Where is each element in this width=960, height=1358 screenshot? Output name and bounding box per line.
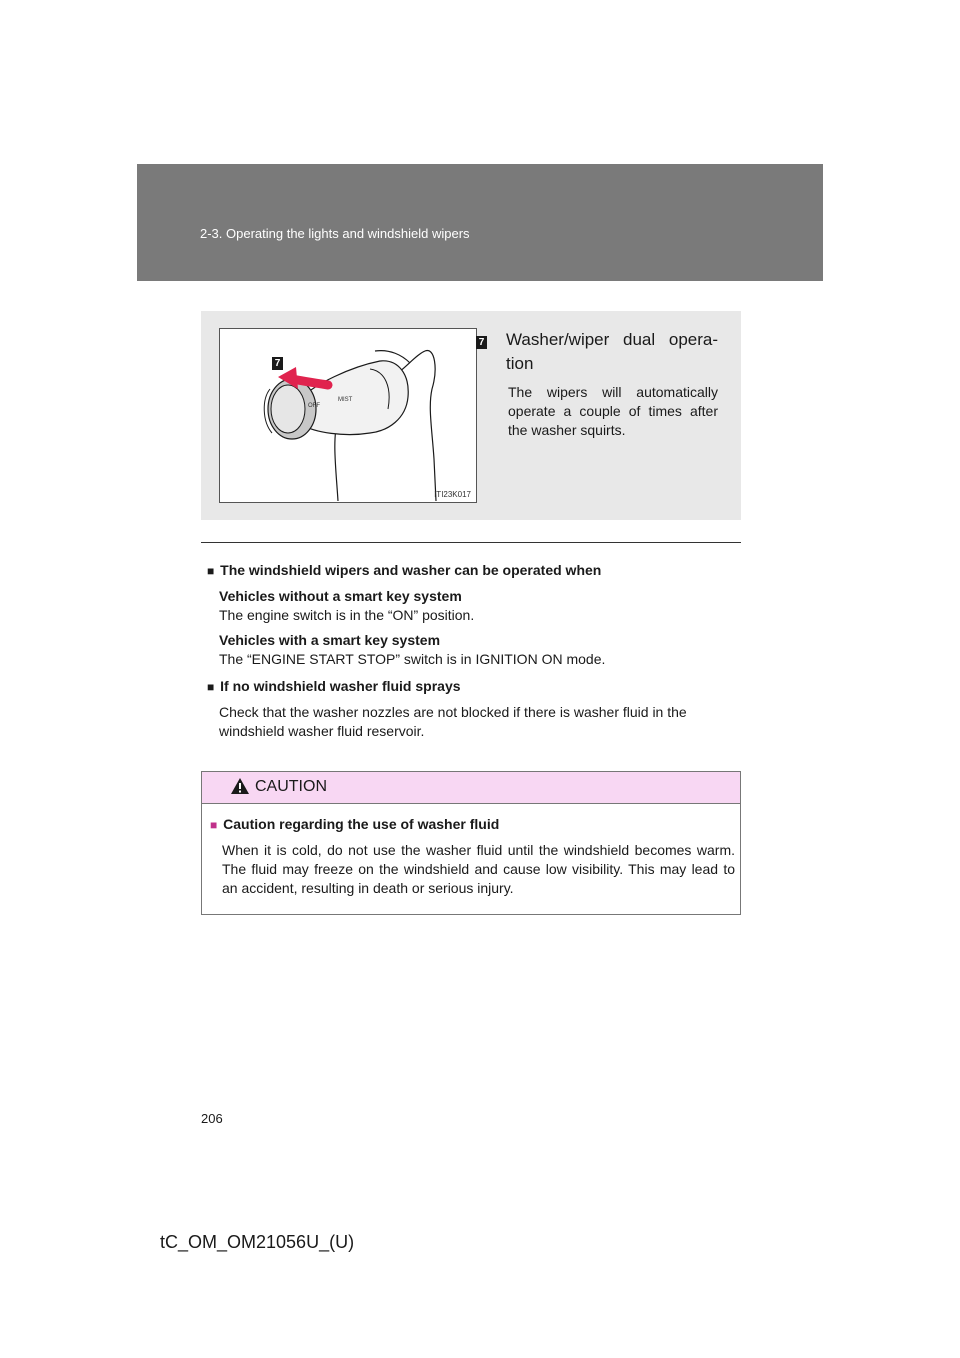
section-header xyxy=(137,164,823,281)
caution-heading: ■ Caution regarding the use of washer fluid xyxy=(210,816,500,832)
note-sub-text: The engine switch is in the “ON” position. xyxy=(219,607,475,623)
figure-number-badge: 7 xyxy=(272,357,283,370)
note-text: Check that the washer nozzles are not blocked if there is washer fluid in the windshield washer fluid reservoir. xyxy=(219,704,687,739)
note-sub-label: Vehicles with a smart key system xyxy=(219,632,441,648)
caution-header xyxy=(202,772,740,804)
wiper-lever-drawing xyxy=(220,329,476,502)
svg-text:OFF: OFF xyxy=(308,403,320,409)
page-number: 206 xyxy=(201,1111,223,1126)
note-heading: ■ The windshield wipers and washer can be operated when xyxy=(207,562,602,578)
caution-box xyxy=(201,771,741,915)
note-heading: ■ If no windshield washer fluid sprays xyxy=(207,678,461,694)
note-heading-text: If no windshield washer fluid sprays xyxy=(220,678,461,694)
operation-title: Washer/wiper dual opera-tion xyxy=(506,330,718,373)
note-body xyxy=(207,587,737,669)
caution-text: When it is cold, do not use the washer fluid until the windshield becomes warm. The fluid may freeze on the windshield and cause low visibility. This may lead to an accident, resulting in death or serious injury. xyxy=(222,842,735,896)
divider xyxy=(201,542,741,543)
figure-code: ITI23K017 xyxy=(434,490,471,499)
section-title: 2-3. Operating the lights and windshield wipers xyxy=(200,226,470,241)
caution-heading-text: Caution regarding the use of washer fluid xyxy=(223,816,500,832)
figure-panel xyxy=(201,311,741,520)
note-sub-text: The “ENGINE START STOP” switch is in IGNITION ON mode. xyxy=(219,651,606,667)
warning-icon xyxy=(230,777,250,795)
note-heading-text: The windshield wipers and washer can be operated when xyxy=(220,562,602,578)
wiper-lever-illustration xyxy=(219,328,477,503)
document-code: tC_OM_OM21056U_(U) xyxy=(160,1232,355,1252)
caution-body xyxy=(210,815,735,898)
operation-number-badge: 7 xyxy=(476,336,487,349)
caution-title: CAUTION xyxy=(255,778,327,795)
svg-text:MIST: MIST xyxy=(338,397,353,403)
operation-description: The wipers will automatically operate a couple of times after the washer squirts. xyxy=(508,384,718,438)
note-sub-label: Vehicles without a smart key system xyxy=(219,588,462,604)
notes-section xyxy=(207,561,737,741)
